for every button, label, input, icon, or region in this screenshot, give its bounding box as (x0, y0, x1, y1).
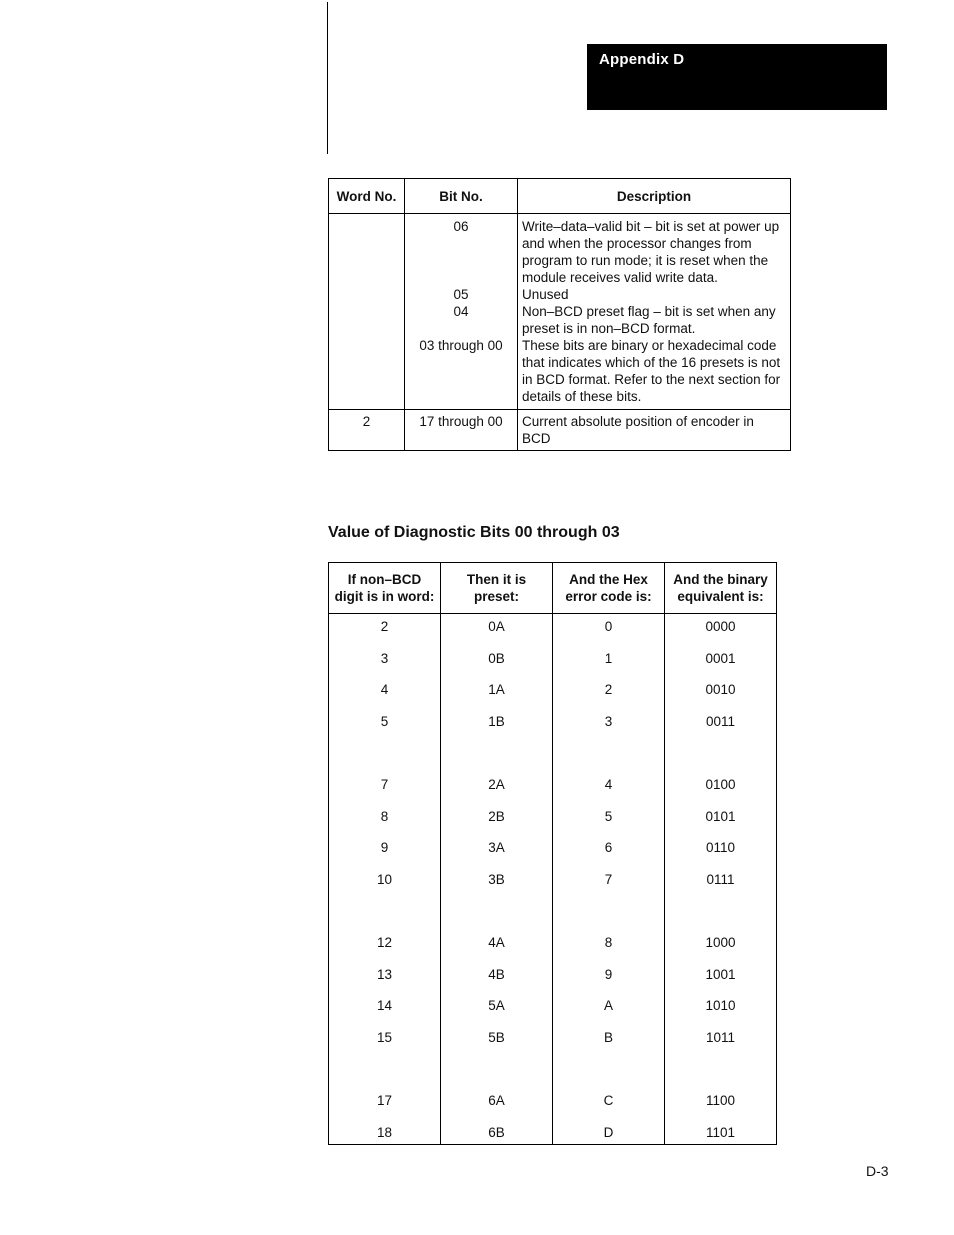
table-row (329, 614, 777, 650)
binary-cell: 1010 (665, 997, 777, 1029)
word-cell: 17 (329, 1092, 441, 1124)
table-row (329, 681, 777, 713)
hex-cell: 6 (553, 839, 665, 871)
table-row (329, 214, 791, 410)
col-description: Description (518, 179, 791, 214)
hex-cell: 0 (553, 614, 665, 650)
word-cell: 5 (329, 713, 441, 745)
hex-cell: D (553, 1124, 665, 1145)
binary-cell: 0101 (665, 808, 777, 840)
hex-cell: 2 (553, 681, 665, 713)
preset-cell: 4B (441, 966, 553, 998)
table-row (329, 1124, 777, 1145)
binary-cell: 1000 (665, 934, 777, 966)
word-cell: 3 (329, 650, 441, 682)
hex-cell: A (553, 997, 665, 1029)
diagnostic-bits-table (328, 562, 777, 1145)
empty-cell (553, 1060, 665, 1092)
preset-cell: 1A (441, 681, 553, 713)
hex-cell: C (553, 1092, 665, 1124)
table-header-row (329, 563, 777, 614)
hex-cell: 7 (553, 871, 665, 903)
col-binary: And the binary equivalent is: (665, 563, 777, 614)
binary-cell: 0000 (665, 614, 777, 650)
bit-cell: 17 through 00 (405, 410, 518, 451)
preset-cell: 6A (441, 1092, 553, 1124)
table-row (329, 808, 777, 840)
appendix-label: Appendix D (599, 51, 685, 68)
word-cell: 2 (329, 614, 441, 650)
binary-cell: 1011 (665, 1029, 777, 1061)
empty-cell (329, 744, 441, 776)
word-cell: 8 (329, 808, 441, 840)
diagnostic-table-body (329, 614, 777, 1145)
preset-cell: 6B (441, 1124, 553, 1145)
empty-cell (665, 1060, 777, 1092)
col-hex: And the Hex error code is: (553, 563, 665, 614)
binary-cell: 1001 (665, 966, 777, 998)
preset-cell: 0B (441, 650, 553, 682)
word-cell: 18 (329, 1124, 441, 1145)
word-cell: 14 (329, 997, 441, 1029)
word-cell: 7 (329, 776, 441, 808)
col-word-no: Word No. (329, 179, 405, 214)
bit-04: 04 (453, 304, 469, 319)
margin-rule (327, 2, 328, 154)
preset-cell: 5A (441, 997, 553, 1029)
table-row (329, 966, 777, 998)
binary-cell: 0110 (665, 839, 777, 871)
table-row (329, 839, 777, 871)
spacer-row (329, 902, 777, 934)
table-row (329, 776, 777, 808)
empty-cell (441, 744, 553, 776)
bit-description-table (328, 178, 791, 451)
binary-cell: 0100 (665, 776, 777, 808)
table-row (329, 1029, 777, 1061)
spacer-row (329, 744, 777, 776)
bit-06: 06 (453, 219, 469, 234)
spacer-row (329, 1060, 777, 1092)
desc-04: Non–BCD preset flag – bit is set when any preset is in non–BCD format. (522, 304, 776, 336)
hex-cell: 1 (553, 650, 665, 682)
word-cell: 9 (329, 839, 441, 871)
preset-cell: 1B (441, 713, 553, 745)
desc-05: Unused (522, 287, 569, 302)
preset-cell: 4A (441, 934, 553, 966)
table-row (329, 934, 777, 966)
preset-cell: 3A (441, 839, 553, 871)
empty-cell (553, 744, 665, 776)
binary-cell: 1101 (665, 1124, 777, 1145)
table-row (329, 997, 777, 1029)
binary-cell: 0001 (665, 650, 777, 682)
description-cell: Current absolute position of encoder in BCD (518, 410, 791, 451)
col-word: If non–BCD digit is in word: (329, 563, 441, 614)
hex-cell: 3 (553, 713, 665, 745)
word-cell (329, 214, 405, 410)
empty-cell (665, 902, 777, 934)
bit-cell (405, 214, 518, 410)
preset-cell: 0A (441, 614, 553, 650)
section-heading: Value of Diagnostic Bits 00 through 03 (328, 524, 620, 541)
preset-cell: 2B (441, 808, 553, 840)
desc-06: Write–data–valid bit – bit is set at power up and when the processor changes from program to run mode; it is reset when the module receives valid write data. (522, 219, 780, 285)
preset-cell: 5B (441, 1029, 553, 1061)
word-cell: 15 (329, 1029, 441, 1061)
table-row (329, 713, 777, 745)
bit-05: 05 (453, 287, 469, 302)
binary-cell: 0010 (665, 681, 777, 713)
empty-cell (553, 902, 665, 934)
empty-cell (665, 744, 777, 776)
table-row (329, 871, 777, 903)
hex-cell: 8 (553, 934, 665, 966)
empty-cell (441, 902, 553, 934)
table-row (329, 1092, 777, 1124)
desc-03-00: These bits are binary or hexadecimal code that indicates which of the 16 presets is not in BCD format. Refer to the next section for details of these bits. (522, 338, 781, 404)
word-cell: 10 (329, 871, 441, 903)
word-cell: 13 (329, 966, 441, 998)
hex-cell: 5 (553, 808, 665, 840)
word-cell: 2 (329, 410, 405, 451)
page-number: D-3 (866, 1163, 889, 1179)
word-cell: 4 (329, 681, 441, 713)
binary-cell: 1100 (665, 1092, 777, 1124)
description-cell (518, 214, 791, 410)
col-preset: Then it is preset: (441, 563, 553, 614)
bit-03-00: 03 through 00 (419, 338, 503, 353)
preset-cell: 2A (441, 776, 553, 808)
hex-cell: B (553, 1029, 665, 1061)
empty-cell (329, 1060, 441, 1092)
table-row (329, 650, 777, 682)
preset-cell: 3B (441, 871, 553, 903)
appendix-header-box (587, 44, 887, 110)
word-cell: 12 (329, 934, 441, 966)
empty-cell (329, 902, 441, 934)
table-row (329, 410, 791, 451)
col-bit-no: Bit No. (405, 179, 518, 214)
hex-cell: 9 (553, 966, 665, 998)
binary-cell: 0111 (665, 871, 777, 903)
hex-cell: 4 (553, 776, 665, 808)
binary-cell: 0011 (665, 713, 777, 745)
table-header-row (329, 179, 791, 214)
empty-cell (441, 1060, 553, 1092)
